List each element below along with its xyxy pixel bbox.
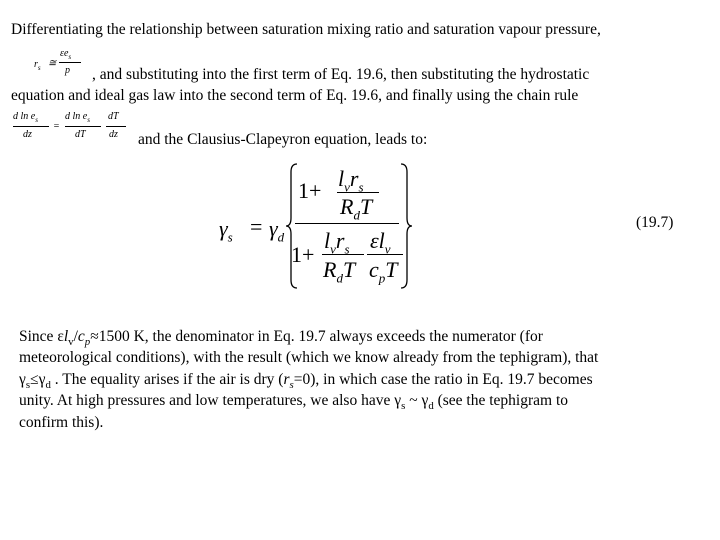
denominator-one-plus: 1+ [291, 242, 315, 267]
para2-line-4: unity. At high pressures and low temperatures, we also have $\gamma_s$ ~ $\gamma_d$ (see the tephigram to [19, 392, 569, 413]
b2-den: $c_pT$ [369, 257, 398, 286]
top-frac-den: $R_dT$ [340, 194, 373, 223]
b1-num: $l_vr_s$ [324, 228, 350, 257]
intro-line-1: Differentiating the relationship between saturation mixing ratio and saturation vapour pressure, [11, 21, 601, 38]
chain-rule-equation: d $\ln e_s$ dz = d $\ln e_s$ dT dT dz [13, 111, 138, 147]
main-fraction-bar [295, 223, 399, 224]
right-brace [399, 162, 413, 290]
left-brace [285, 162, 299, 290]
top-frac-num: $l_vr_s$ [338, 166, 364, 195]
b2-num: $\varepsilon l_v$ [370, 228, 391, 257]
b1-den: $R_dT$ [323, 257, 356, 286]
numerator-one-plus: 1+ [298, 178, 322, 203]
mixing-ratio-equation: $r_s$ ≅ $\varepsilon e_s$ p [34, 47, 94, 81]
gamma-d: $\gamma_d$ [269, 216, 285, 245]
intro-line-2: , and substituting into the first term of Eq. 19.6, then substituting the hydrostatic [92, 66, 590, 83]
para2-line-1: Since $\varepsilon l_v/c_p\approx 1500$ K, the denominator in Eq. 19.7 always exceeds the numerator (for [19, 328, 543, 349]
para2-line-3: $\gamma_s\le\gamma_d$ . The equality arises if the air is dry $(r_s=0)$, in which case the ratio in Eq. 19.7 becomes [19, 371, 593, 392]
intro-line-4: and the Clausius-Clapeyron equation, leads to: [138, 131, 428, 148]
para2-line-2: meteorological conditions), with the result (which we know already from the tephigram), that [19, 349, 599, 366]
para2-line-5: confirm this). [19, 414, 104, 431]
equation-number: (19.7) [636, 214, 674, 231]
intro-line-3: equation and ideal gas law into the second term of Eq. 19.6, and finally using the chain rule [11, 87, 579, 104]
main-equation [215, 162, 435, 292]
gamma-s: $\gamma_s$ [219, 216, 233, 245]
equals-sign: = [250, 214, 263, 239]
